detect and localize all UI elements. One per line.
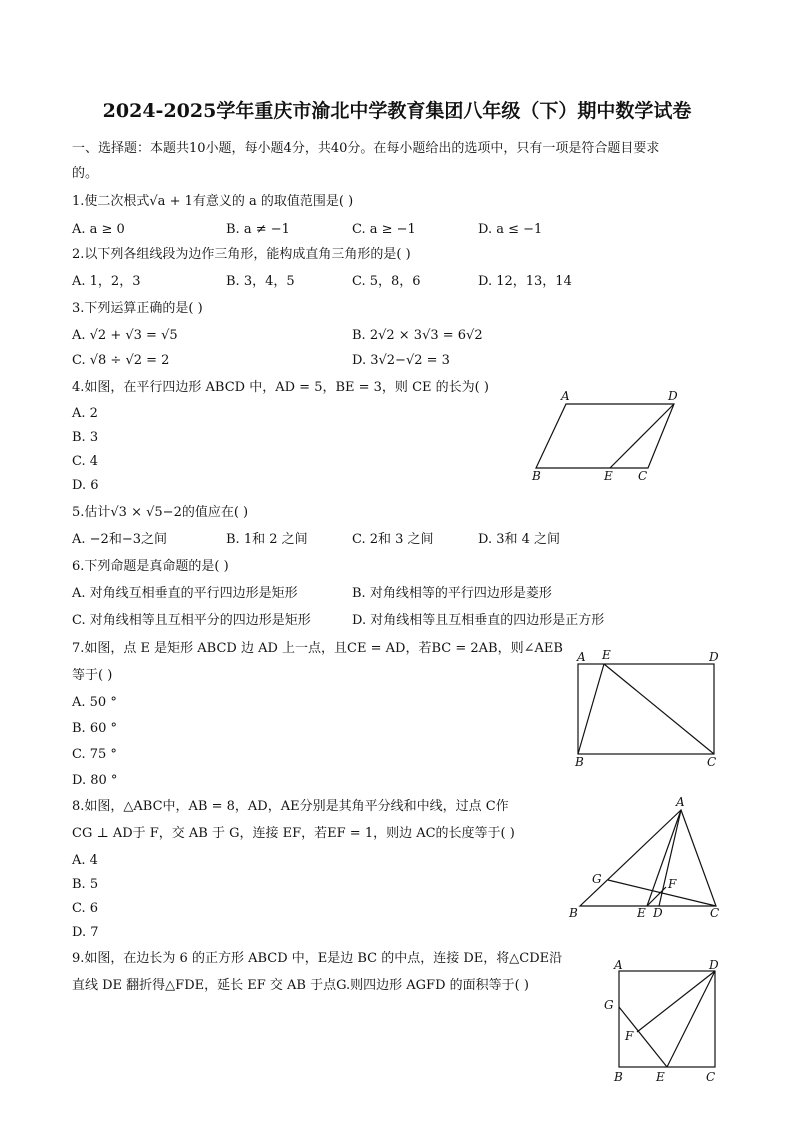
q8-label-e: E bbox=[637, 906, 646, 920]
q7-label-c: C bbox=[707, 755, 717, 769]
q6-option-a: A. 对角线互相垂直的平行四边形是矩形 bbox=[72, 586, 298, 601]
q3-option-a: A. √2 + √3 = √5 bbox=[72, 328, 178, 343]
q8-option-b: B. 5 bbox=[72, 877, 99, 892]
question-7-stem: 7.如图，点 E 是矩形 ABCD 边 AD 上一点，且CE = AD，若BC = 2AB，则∠AEB bbox=[72, 641, 563, 656]
q9-label-d: D bbox=[709, 958, 719, 972]
q3-option-c: C. √8 ÷ √2 = 2 bbox=[72, 353, 170, 368]
q8-label-a: A bbox=[676, 795, 685, 809]
q1-option-b: B. a ≠ −1 bbox=[226, 222, 290, 237]
question-9-stem: 9.如图，在边长为 6 的正方形 ABCD 中，E是边 BC 的中点，连接 DE，将△CDE沿 bbox=[72, 951, 563, 966]
q2-option-a: A. 1，2，3 bbox=[72, 274, 141, 289]
question-3-stem: 3.下列运算正确的是( ) bbox=[72, 301, 203, 316]
q1-option-a: A. a ≥ 0 bbox=[72, 222, 125, 237]
q8-label-b: B bbox=[569, 906, 578, 920]
q8-triangle-figure bbox=[570, 800, 730, 912]
q5-option-a: A. −2和−3之间 bbox=[72, 532, 167, 547]
q7-option-a: A. 50 ° bbox=[72, 695, 117, 710]
q4-label-c: C bbox=[638, 469, 648, 483]
q2-option-b: B. 3，4，5 bbox=[226, 274, 295, 289]
q8-option-a: A. 4 bbox=[72, 853, 98, 868]
q9-label-a: A bbox=[614, 958, 623, 972]
square-abcd bbox=[619, 971, 715, 1067]
segment-ae bbox=[647, 810, 681, 906]
q9-label-f: F bbox=[625, 1029, 634, 1043]
q9-label-e: E bbox=[656, 1070, 665, 1084]
q3-option-b: B. 2√2 × 3√3 = 6√2 bbox=[352, 328, 483, 343]
segment-de bbox=[610, 404, 674, 468]
q5-option-d: D. 3和 4 之间 bbox=[478, 532, 561, 547]
segment-df bbox=[637, 971, 715, 1032]
q9-label-g: G bbox=[604, 998, 614, 1012]
q9-square-figure bbox=[612, 964, 722, 1074]
q8-option-c: C. 6 bbox=[72, 901, 99, 916]
q8-label-f: F bbox=[668, 877, 677, 891]
q4-label-e: E bbox=[604, 469, 613, 483]
question-9-stem-cont: 直线 DE 翻折得△FDE，延长 EF 交 AB 于点G.则四边形 AGFD 的面积等于( ) bbox=[72, 978, 529, 993]
q6-option-c: C. 对角线相等且互相平分的四边形是矩形 bbox=[72, 613, 311, 628]
question-8-stem: 8.如图，△ABC中，AB = 8，AD，AE分别是其角平分线和中线，过点 C作 bbox=[72, 799, 509, 814]
section-heading-cont: 的。 bbox=[72, 166, 99, 181]
segment-gc bbox=[608, 880, 716, 906]
q9-label-b: B bbox=[614, 1070, 623, 1084]
q4-option-b: B. 3 bbox=[72, 430, 99, 445]
q7-label-d: D bbox=[709, 650, 719, 664]
question-5-stem: 5.估计√3 × √5−2的值应在( ) bbox=[72, 505, 249, 520]
page-title: 2024-2025学年重庆市渝北中学教育集团八年级（下）期中数学试卷 bbox=[102, 100, 692, 122]
q4-option-a: A. 2 bbox=[72, 406, 98, 421]
segment-de bbox=[667, 971, 715, 1067]
parallelogram-abcd bbox=[536, 404, 674, 468]
q7-label-b: B bbox=[575, 755, 584, 769]
q7-option-b: B. 60 ° bbox=[72, 721, 117, 736]
q1-option-d: D. a ≤ −1 bbox=[478, 222, 543, 237]
q6-option-b: B. 对角线相等的平行四边形是菱形 bbox=[352, 586, 552, 601]
triangle-abc bbox=[580, 810, 716, 906]
q1-option-c: C. a ≥ −1 bbox=[352, 222, 416, 237]
segment-ec bbox=[604, 664, 714, 754]
q4-option-c: C. 4 bbox=[72, 454, 99, 469]
q7-rectangle-figure bbox=[570, 658, 730, 762]
q8-label-d: D bbox=[653, 906, 663, 920]
q8-option-d: D. 7 bbox=[72, 925, 99, 940]
q2-option-c: C. 5，8，6 bbox=[352, 274, 421, 289]
q4-label-a: A bbox=[561, 389, 570, 403]
question-1-stem: 1.使二次根式√a + 1有意义的 a 的取值范围是( ) bbox=[72, 194, 354, 209]
q7-label-a: A bbox=[577, 650, 586, 664]
q7-label-e: E bbox=[602, 648, 611, 662]
q7-option-d: D. 80 ° bbox=[72, 773, 118, 788]
q5-option-c: C. 2和 3 之间 bbox=[352, 532, 434, 547]
section-heading: 一、选择题：本题共10小题，每小题4分，共40分。在每小题给出的选项中，只有一项是符合题目要求 bbox=[72, 141, 660, 156]
rectangle-abcd bbox=[578, 664, 714, 754]
q4-label-d: D bbox=[668, 389, 678, 403]
q8-label-c: C bbox=[710, 906, 720, 920]
segment-ad bbox=[659, 810, 681, 906]
segment-eb bbox=[578, 664, 604, 754]
question-4-stem: 4.如图，在平行四边形 ABCD 中，AD = 5，BE = 3，则 CE 的长为( ) bbox=[72, 380, 489, 395]
q4-label-b: B bbox=[532, 469, 541, 483]
question-6-stem: 6.下列命题是真命题的是( ) bbox=[72, 559, 229, 574]
q2-option-d: D. 12，13，14 bbox=[478, 274, 572, 289]
q4-option-d: D. 6 bbox=[72, 478, 99, 493]
question-7-stem-cont: 等于( ) bbox=[72, 668, 113, 683]
q9-label-c: C bbox=[706, 1070, 716, 1084]
q8-label-g: G bbox=[592, 872, 602, 886]
q7-option-c: C. 75 ° bbox=[72, 747, 117, 762]
q5-option-b: B. 1和 2 之间 bbox=[226, 532, 308, 547]
question-8-stem-cont: CG ⊥ AD于 F，交 AB 于 G，连接 EF，若EF = 1，则边 AC的长度等于( ) bbox=[72, 826, 515, 841]
q6-option-d: D. 对角线相等且互相垂直的四边形是正方形 bbox=[352, 613, 605, 628]
question-2-stem: 2.以下列各组线段为边作三角形，能构成直角三角形的是( ) bbox=[72, 247, 411, 262]
q3-option-d: D. 3√2−√2 = 3 bbox=[352, 353, 450, 368]
